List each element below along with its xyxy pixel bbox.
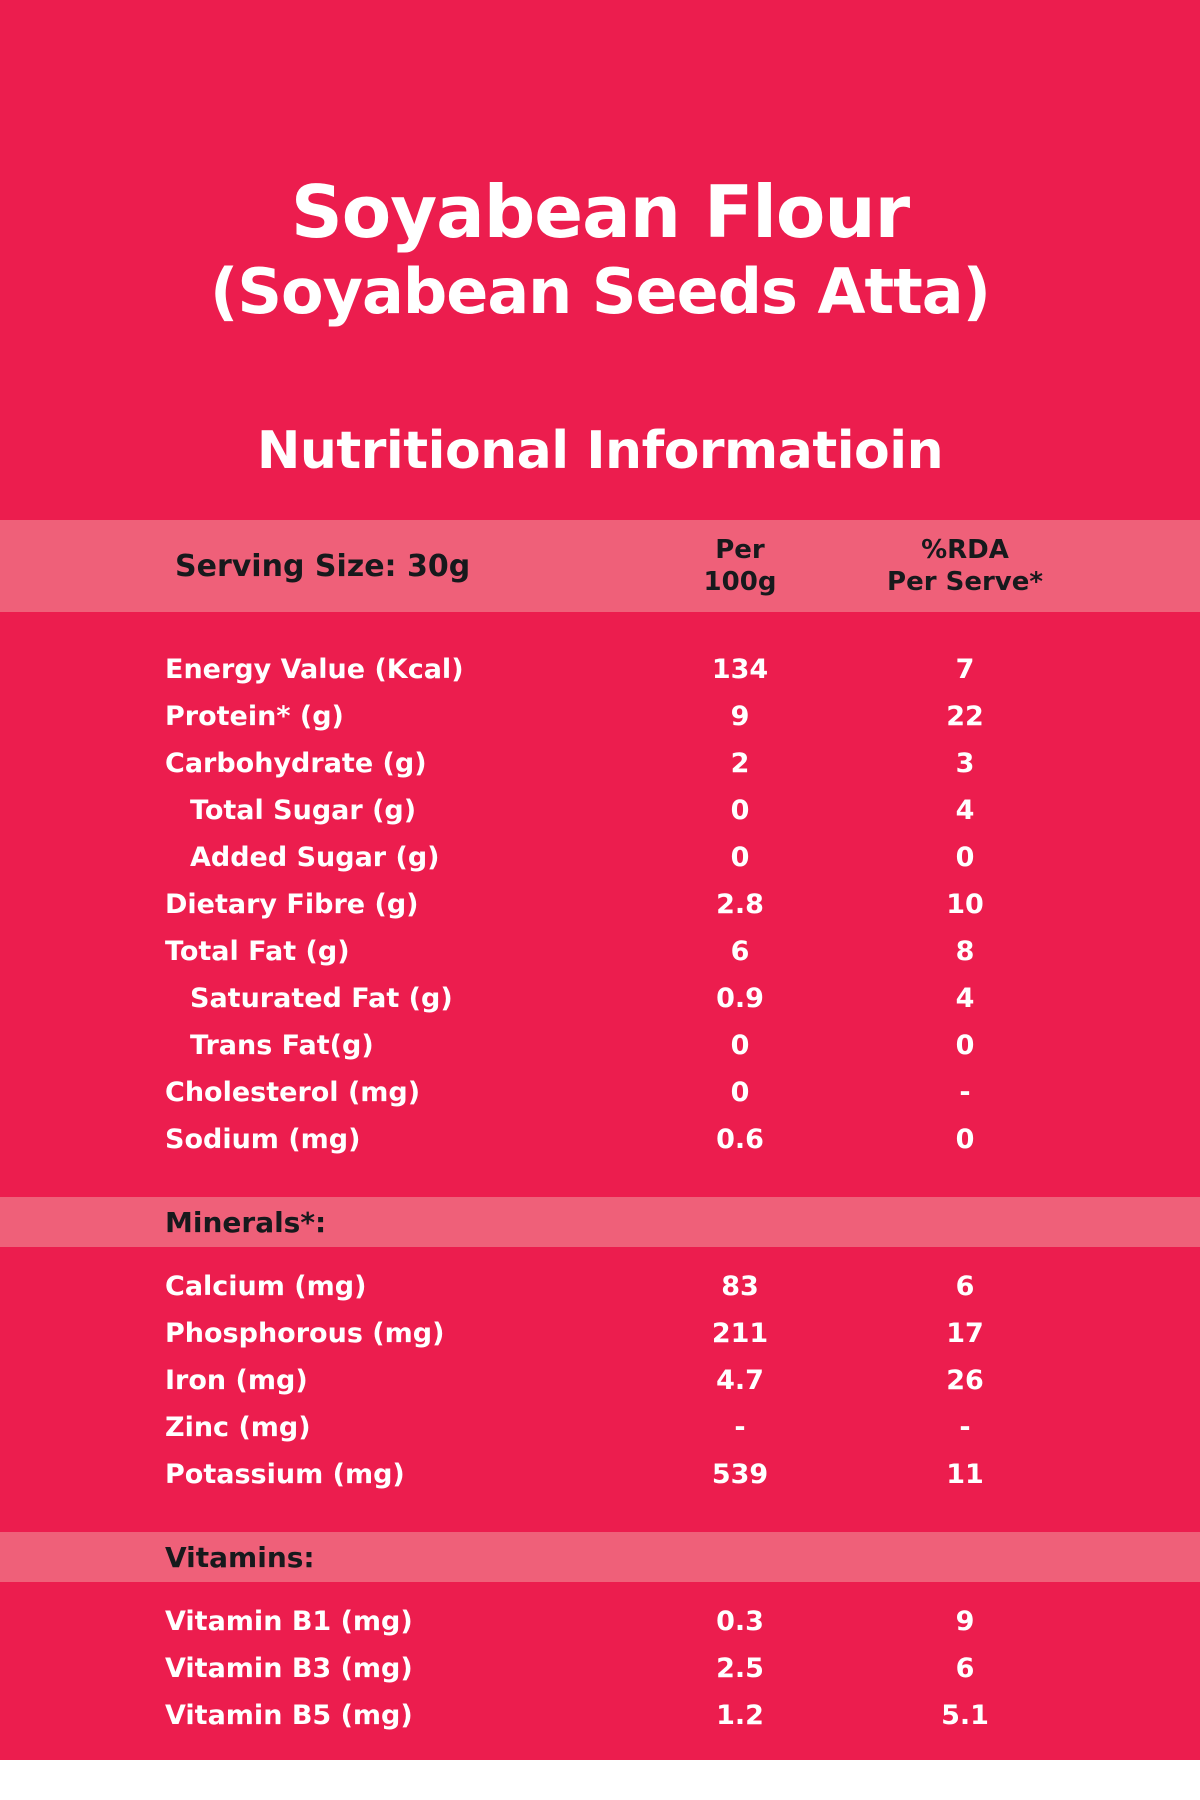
nutrient-per-100g: 0.3 — [716, 1606, 764, 1637]
column-header-per-100g-line2: 100g — [703, 567, 777, 597]
spacer — [0, 1247, 1200, 1263]
table-row — [0, 646, 1200, 693]
serving-size-label: Serving Size: 30g — [175, 548, 471, 584]
nutrient-per-100g: 4.7 — [716, 1365, 764, 1396]
nutrient-per-100g: 0.9 — [716, 983, 764, 1014]
nutrient-name: Sodium (mg) — [165, 1124, 361, 1155]
nutrient-name: Protein* (g) — [165, 701, 344, 732]
nutrient-name: Total Sugar (g) — [190, 795, 417, 826]
table-row — [0, 787, 1200, 834]
section-header-vitamins — [0, 1532, 1200, 1582]
section-subtitle: Nutritional Informatioin — [256, 421, 944, 481]
table-row — [0, 1598, 1200, 1645]
table-row — [0, 1310, 1200, 1357]
nutrient-rda: 0 — [955, 1030, 975, 1061]
table-row — [0, 928, 1200, 975]
nutrient-name: Vitamin B5 (mg) — [165, 1700, 413, 1731]
nutrient-rda: 8 — [955, 936, 975, 967]
nutrient-per-100g: 211 — [711, 1318, 769, 1349]
nutrient-name: Potassium (mg) — [165, 1459, 405, 1490]
column-header-per-100g-line1: Per — [715, 535, 765, 565]
table-row — [0, 1263, 1200, 1310]
nutrient-rda: - — [959, 1412, 971, 1443]
spacer — [0, 1163, 1200, 1197]
nutrient-per-100g: 0 — [730, 1077, 750, 1108]
table-row — [0, 693, 1200, 740]
product-title-line1: Soyabean Flour — [290, 170, 910, 254]
spacer — [0, 1498, 1200, 1532]
table-row — [0, 1022, 1200, 1069]
nutrient-per-100g: 0 — [730, 795, 750, 826]
nutrient-name: Phosphorous (mg) — [165, 1318, 445, 1349]
nutrition-table — [0, 520, 1200, 1739]
nutrient-per-100g: 134 — [711, 654, 769, 685]
column-header-per-100g — [640, 534, 840, 598]
table-row — [0, 1116, 1200, 1163]
table-row — [0, 1692, 1200, 1739]
nutrient-name: Iron (mg) — [165, 1365, 308, 1396]
nutrient-per-100g: 0 — [730, 1030, 750, 1061]
nutrient-name: Cholesterol (mg) — [165, 1077, 421, 1108]
nutrient-name: Total Fat (g) — [165, 936, 350, 967]
nutrient-name: Energy Value (Kcal) — [165, 654, 464, 685]
table-row — [0, 881, 1200, 928]
nutrient-per-100g: 2 — [730, 748, 750, 779]
nutrient-per-100g: 539 — [711, 1459, 769, 1490]
nutrient-rda: 6 — [955, 1271, 975, 1302]
nutrient-rda: 4 — [955, 983, 975, 1014]
nutrient-rda: - — [959, 1077, 971, 1108]
product-title-line2: (Soyabean Seeds Atta) — [210, 255, 990, 328]
nutrient-per-100g: 83 — [721, 1271, 759, 1302]
nutrient-rda: 6 — [955, 1653, 975, 1684]
nutrient-per-100g: - — [734, 1412, 746, 1443]
spacer — [0, 612, 1200, 646]
table-row — [0, 1645, 1200, 1692]
nutrient-name: Dietary Fibre (g) — [165, 889, 419, 920]
nutrient-per-100g: 2.5 — [716, 1653, 764, 1684]
nutrient-name: Saturated Fat (g) — [190, 983, 453, 1014]
nutrient-name: Vitamin B1 (mg) — [165, 1606, 413, 1637]
nutrient-rda: 9 — [955, 1606, 975, 1637]
nutrient-rda: 7 — [955, 654, 975, 685]
table-row — [0, 975, 1200, 1022]
column-header-rda — [840, 534, 1090, 598]
nutrient-per-100g: 2.8 — [716, 889, 764, 920]
table-row — [0, 740, 1200, 787]
nutrient-rda: 0 — [955, 1124, 975, 1155]
section-header-minerals — [0, 1197, 1200, 1247]
column-header-rda-line1: %RDA — [921, 535, 1009, 565]
spacer — [0, 1582, 1200, 1598]
nutrient-per-100g: 1.2 — [716, 1700, 764, 1731]
nutrient-per-100g: 0 — [730, 842, 750, 873]
nutrient-rda: 26 — [946, 1365, 984, 1396]
nutrient-name: Trans Fat(g) — [190, 1030, 374, 1061]
nutrient-rda: 10 — [946, 889, 984, 920]
nutrient-name: Calcium (mg) — [165, 1271, 367, 1302]
nutrient-per-100g: 9 — [730, 701, 750, 732]
nutrient-rda: 4 — [955, 795, 975, 826]
product-title — [0, 170, 1200, 330]
section-label: Vitamins: — [165, 1540, 315, 1574]
nutrient-per-100g: 6 — [730, 936, 750, 967]
nutrient-rda: 3 — [955, 748, 975, 779]
table-row — [0, 834, 1200, 881]
nutrient-rda: 5.1 — [941, 1700, 989, 1731]
nutrient-rda: 22 — [946, 701, 984, 732]
nutrient-name: Carbohydrate (g) — [165, 748, 427, 779]
nutrient-rda: 11 — [946, 1459, 984, 1490]
column-header-rda-line2: Per Serve* — [887, 567, 1043, 597]
table-row — [0, 1357, 1200, 1404]
section-label: Minerals*: — [165, 1205, 327, 1239]
nutrient-name: Added Sugar (g) — [190, 842, 440, 873]
nutrient-name: Zinc (mg) — [165, 1412, 311, 1443]
table-row — [0, 1069, 1200, 1116]
nutrient-name: Vitamin B3 (mg) — [165, 1653, 413, 1684]
nutrient-rda: 0 — [955, 842, 975, 873]
table-row — [0, 1451, 1200, 1498]
table-header-row — [0, 520, 1200, 612]
table-row — [0, 1404, 1200, 1451]
nutrient-rda: 17 — [946, 1318, 984, 1349]
nutrient-per-100g: 0.6 — [716, 1124, 764, 1155]
